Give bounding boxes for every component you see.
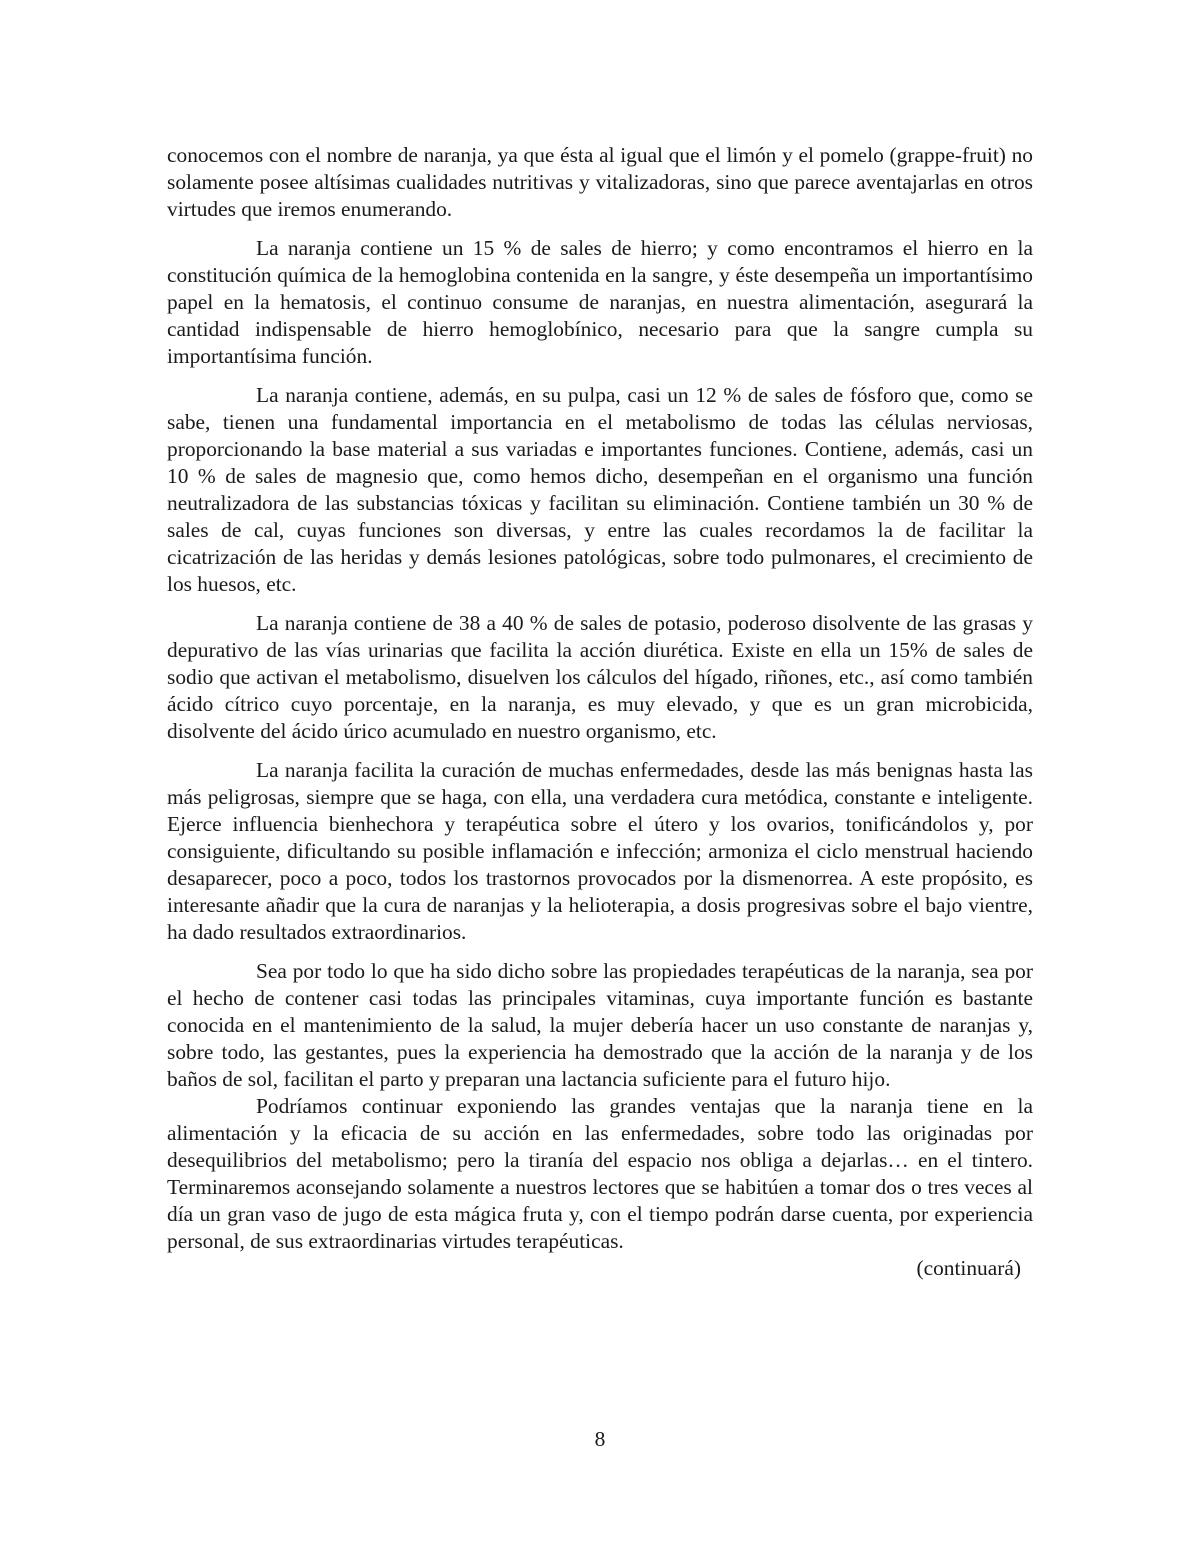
paragraph-continuation: conocemos con el nombre de naranja, ya que ésta al igual que el limón y el pomelo (grappe-fruit) no solamente posee altísimas cualidades nutritivas y vitalizadoras, sino que parece aventajarlas en otros virtudes que iremos enumerando. <box>167 143 1033 221</box>
paragraph-diseases: La naranja facilita la curación de muchas enfermedades, desde las más benignas hasta las más peligrosas, siempre que se haga, con ella, una verdadera cura metódica, constante e inteligente. Ejerce influencia bienhechora y terapéutica sobre el útero y los ovarios, tonificándolos y, por consiguiente, dificultando su posible inflamación e infección; armoniza el ciclo menstrual haciendo desaparecer, poco a poco, todos los trastornos provocados por la dismenorrea. A este propósito, es interesante añadir que la cura de naranjas y la helioterapia, a dosis progresivas sobre el bajo vientre, ha dado resultados extraordinarios. <box>167 758 1033 944</box>
page-number: 8 <box>594 1427 606 1451</box>
document-body <box>167 142 1033 1282</box>
paragraph-phosphorus-salts: La naranja contiene, además, en su pulpa, casi un 12 % de sales de fósforo que, como se sabe, tienen una fundamental importancia en el metabolismo de todas las células nerviosas, proporcionando la base material a sus variadas e importantes funciones. Contiene, además, casi un 10 % de sales de magnesio que, como hemos dicho, desempeñan en el organismo una función neutralizadora de las substancias tóxicas y facilitan su eliminación. Contiene también un 30 % de sales de cal, cuyas funciones son diversas, y entre las cuales recordamos la de facilitar la cicatrización de las heridas y demás lesiones patológicas, sobre todo pulmonares, el crecimiento de los huesos, etc. <box>167 383 1033 596</box>
paragraph-vitamins: Sea por todo lo que ha sido dicho sobre las propiedades terapéuticas de la naranja, sea por el hecho de contener casi todas las principales vitaminas, cuya importante función es bastante conocida en el mantenimiento de la salud, la mujer debería hacer un uso constante de naranjas y, sobre todo, las gestantes, pues la experiencia ha demostrado que la acción de la naranja y de los baños de sol, facilitan el parto y preparan una lactancia suficiente para el futuro hijo. <box>167 959 1033 1091</box>
paragraph-iron-salts: La naranja contiene un 15 % de sales de hierro; y como encontramos el hierro en la constitución química de la hemoglobina contenida en la sangre, y éste desempeña un importantísimo papel en la hematosis, el continuo consume de naranjas, en nuestra alimentación, asegurará la cantidad indispensable de hierro hemoglobínico, necesario para que la sangre cumpla su importantísima función. <box>167 236 1033 368</box>
paragraph-potassium-salts: La naranja contiene de 38 a 40 % de sales de potasio, poderoso disolvente de las grasas y depurativo de las vías urinarias que facilita la acción diurética. Existe en ella un 15% de sales de sodio que activan el metabolismo, disuelven los cálculos del hígado, riñones, etc., así como también ácido cítrico cuyo porcentaje, en la naranja, es muy elevado, y que es un gran microbicida, disolvente del ácido úrico acumulado en nuestro organismo, etc. <box>167 611 1033 743</box>
paragraph-conclusion: Podríamos continuar exponiendo las grandes ventajas que la naranja tiene en la alimentación y la eficacia de su acción en las enfermedades, sobre todo las originadas por desequilibrios del metabolismo; pero la tiranía del espacio nos obliga a dejarlas… en el tintero. Terminaremos aconsejando solamente a nuestros lectores que se habitúen a tomar dos o tres veces al día un gran vaso de jugo de esta mágica fruta y, con el tiempo podrán darse cuenta, por experiencia personal, de sus extraordinarias virtudes terapéuticas. <box>167 1094 1033 1253</box>
continuation-note: (continuará) <box>916 1256 1021 1280</box>
